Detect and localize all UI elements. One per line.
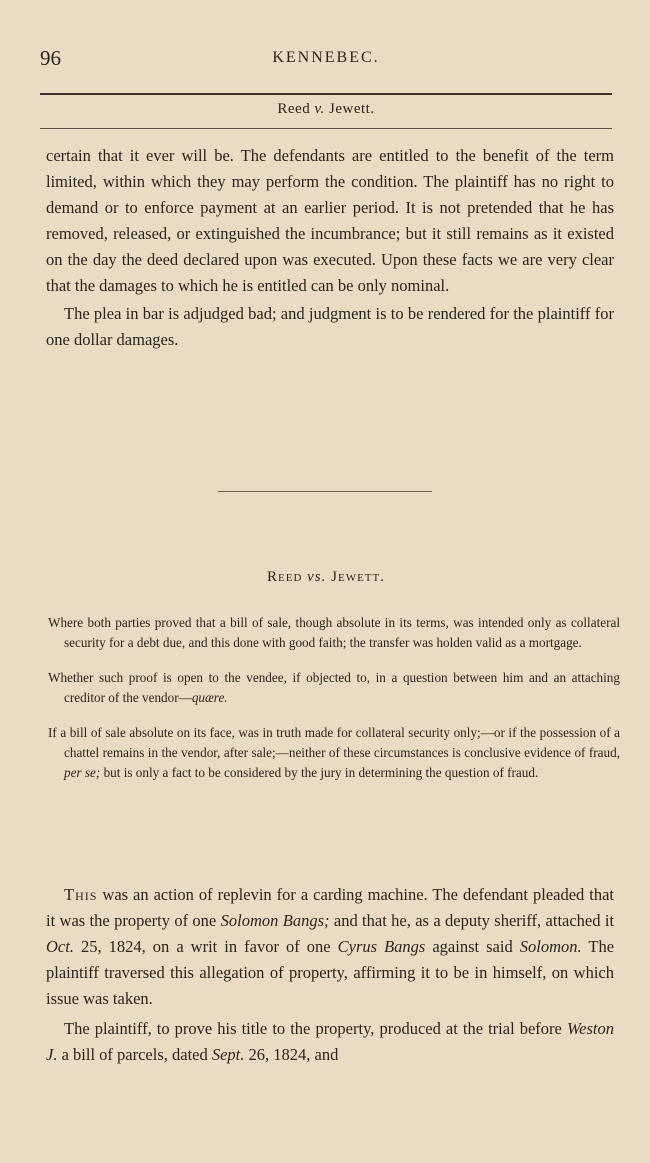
headnote: Where both parties proved that a bill of sale, though absolute in its terms, was intended only as collateral security for a debt due, and this done with good faith; the transfer was holden valid as a mortgage. (48, 615, 620, 650)
caption-versus: v. (314, 101, 325, 117)
opinion-conclusion (46, 143, 614, 353)
case-statement (46, 882, 614, 1068)
statement-paragraph: This was an action of replevin for a carding machine. The defendant pleaded that it was the property of one Solomon Bangs; and that he, as a deputy sheriff, attached it Oct. 25, 1824, on a writ in favor of one Cyrus Bangs against said Solomon. The plaintiff traversed this allegation of property, affirming it to be in himself, on which issue was taken. (46, 885, 615, 1008)
headnotes (48, 613, 620, 798)
caption-plaintiff: Reed (277, 101, 311, 117)
case-title-defendant: Jewett. (331, 569, 385, 585)
statement-paragraph: The plaintiff, to prove his title to the property, produced at the trial before Weston J. a bill of parcels, dated Sept. 26, 1824, and (46, 1019, 614, 1064)
case-divider (218, 491, 432, 492)
case-title-versus: vs. (307, 569, 327, 585)
page-header (40, 46, 612, 76)
judgment-paragraph: The plea in bar is adjudged bad; and judgment is to be rendered for the plaintiff for one dollar damages. (46, 304, 614, 349)
headnote: If a bill of sale absolute on its face, was in truth made for collateral security only;—or if the possession of a chattel remains in the vendor, after sale;—neither of these circumstances is conclusive evidence of fraud, per se; but is only a fact to be considered by the jury in determining the question of fraud. (48, 725, 620, 780)
headnote: Whether such proof is open to the vendee, if objected to, in a question between him and an attaching creditor of the vendor—quære. (48, 670, 620, 705)
caption-defendant: Jewett. (329, 101, 375, 117)
header-rule (40, 93, 612, 95)
caption-rule (40, 128, 612, 129)
page-number: 96 (40, 46, 61, 70)
opinion-paragraph: certain that it ever will be. The defendants are entitled to the benefit of the term limited, within which they may perform the condition. The plaintiff has no right to demand or to enforce payment at an earlier period. It is not pretended that he has removed, released, or extinguished the incumbrance; but it still remains as it existed on the day the deed declared upon was executed. Upon these facts we are very clear that the damages to which he is entitled can be only nominal. (46, 146, 614, 295)
case-caption (40, 101, 612, 118)
new-case-title (40, 569, 612, 586)
running-title: KENNEBEC. (272, 49, 380, 66)
case-title-plaintiff: Reed (267, 569, 303, 585)
